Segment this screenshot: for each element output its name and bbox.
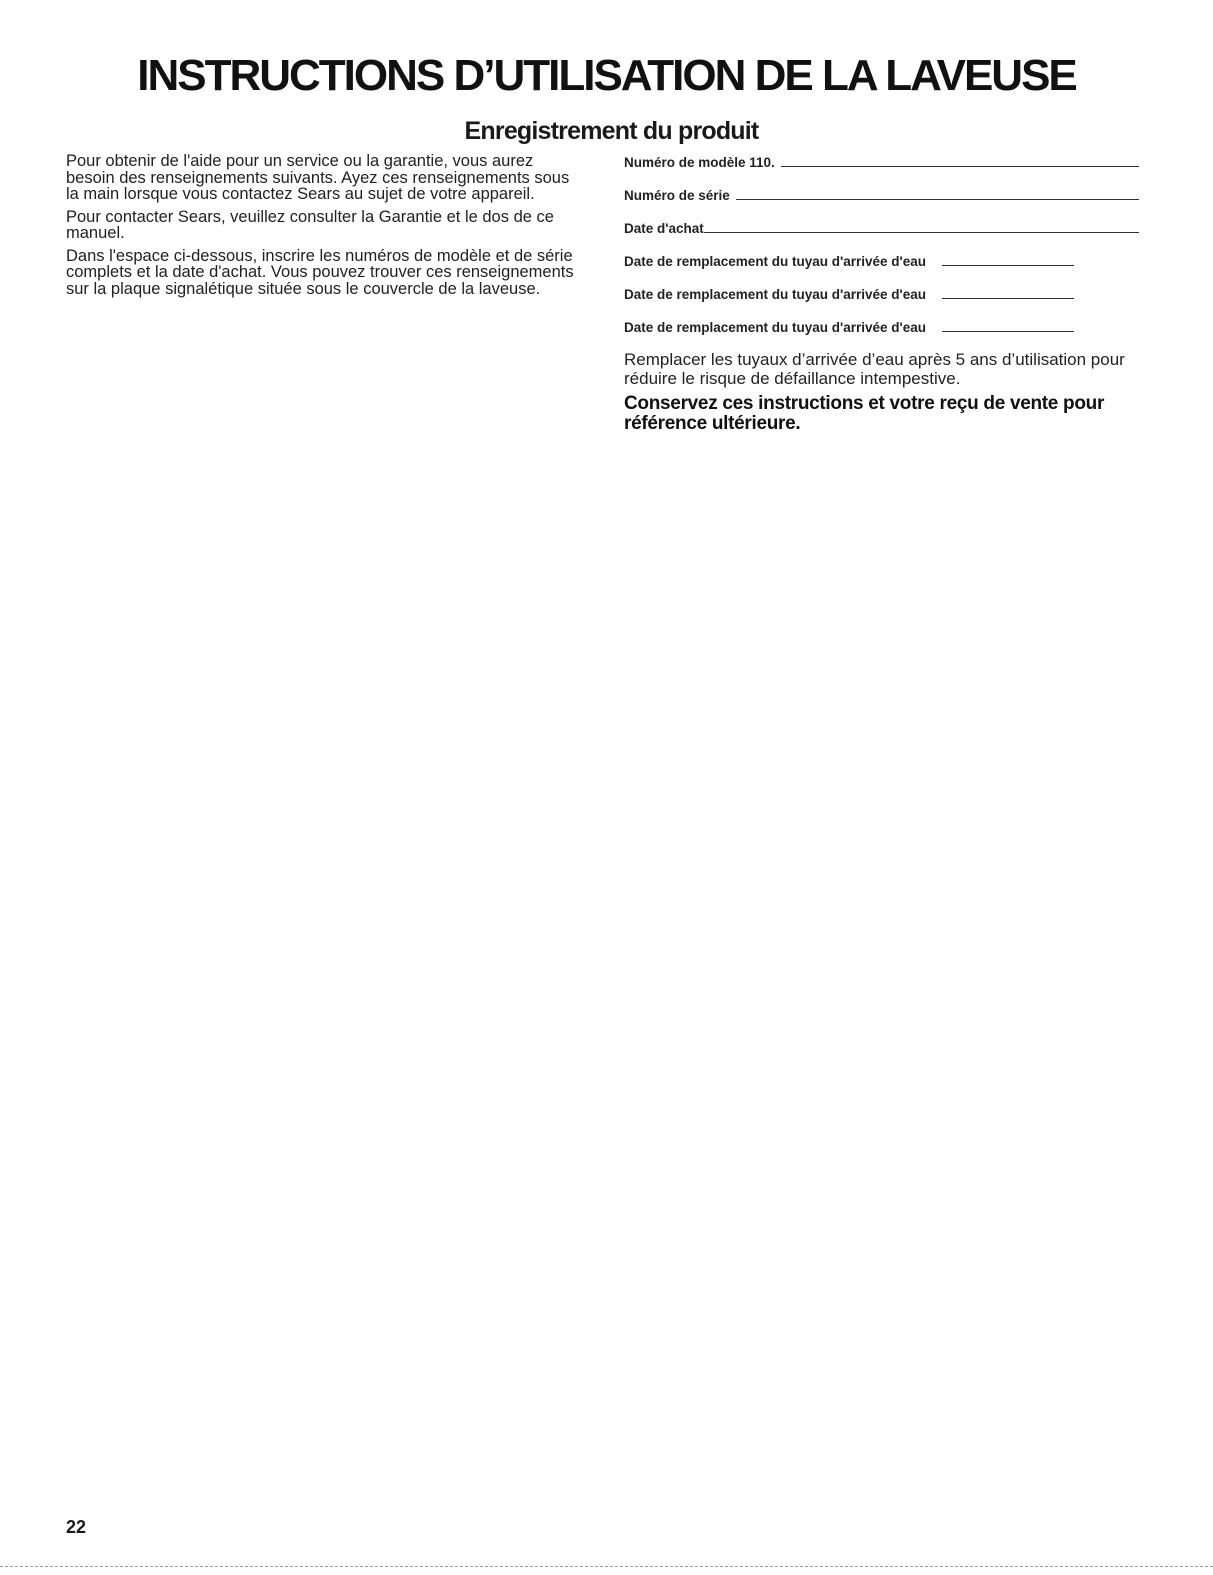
hose-replacement-line-1[interactable] bbox=[942, 265, 1074, 266]
page-number: 22 bbox=[66, 1517, 87, 1537]
model-number-label: Numéro de modèle 110. bbox=[624, 155, 775, 170]
hose-replacement-field-2 bbox=[624, 284, 1139, 302]
intro-paragraph-2: Pour contacter Sears, veuillez consulter la Garantie et le dos de ce manuel. bbox=[66, 207, 554, 242]
intro-column bbox=[66, 153, 586, 303]
section-subtitle: Enregistrement du produit bbox=[464, 117, 759, 145]
intro-paragraph-1: Pour obtenir de l'aide pour un service ou la garantie, vous aurez besoin des renseignements suivants. Ayez ces renseignements sous la main lorsque vous contactez Sears au sujet de votre appareil. bbox=[66, 152, 570, 203]
serial-number-label: Numéro de série bbox=[624, 188, 730, 203]
hose-replacement-line-2[interactable] bbox=[942, 298, 1074, 299]
purchase-date-line[interactable] bbox=[704, 232, 1139, 233]
hose-replacement-field-1 bbox=[624, 251, 1139, 269]
hose-replacement-note: Remplacer les tuyaux d’arrivée d’eau après 5 ans d’utilisation pour réduire le risque de défaillance intempestive. bbox=[624, 350, 1125, 388]
purchase-date-field bbox=[624, 218, 1139, 236]
hose-replacement-label-2: Date de remplacement du tuyau d'arrivée d'eau bbox=[624, 287, 927, 302]
page-bottom-border bbox=[0, 1566, 1213, 1567]
serial-number-line[interactable] bbox=[736, 199, 1139, 200]
serial-number-field bbox=[624, 185, 1139, 203]
keep-instructions-note: Conservez ces instructions et votre reçu de vente pour référence ultérieure. bbox=[624, 393, 1105, 434]
page-title: INSTRUCTIONS D’UTILISATION DE LA LAVEUSE bbox=[137, 51, 1076, 100]
intro-paragraph-3: Dans l'espace ci-dessous, inscrire les numéros de modèle et de série complets et la date d'achat. Vous pouvez trouver ces renseignements sur la plaque signalétique située sous le couvercle de la laveuse. bbox=[66, 246, 574, 298]
model-number-field bbox=[624, 152, 1139, 170]
registration-form bbox=[624, 152, 1139, 434]
hose-replacement-field-3 bbox=[624, 317, 1139, 335]
model-number-line[interactable] bbox=[781, 166, 1139, 167]
hose-replacement-label-1: Date de remplacement du tuyau d'arrivée d'eau bbox=[624, 254, 927, 269]
purchase-date-label: Date d'achat bbox=[624, 221, 704, 236]
hose-replacement-label-3: Date de remplacement du tuyau d'arrivée d'eau bbox=[624, 320, 927, 335]
hose-replacement-line-3[interactable] bbox=[942, 331, 1074, 332]
